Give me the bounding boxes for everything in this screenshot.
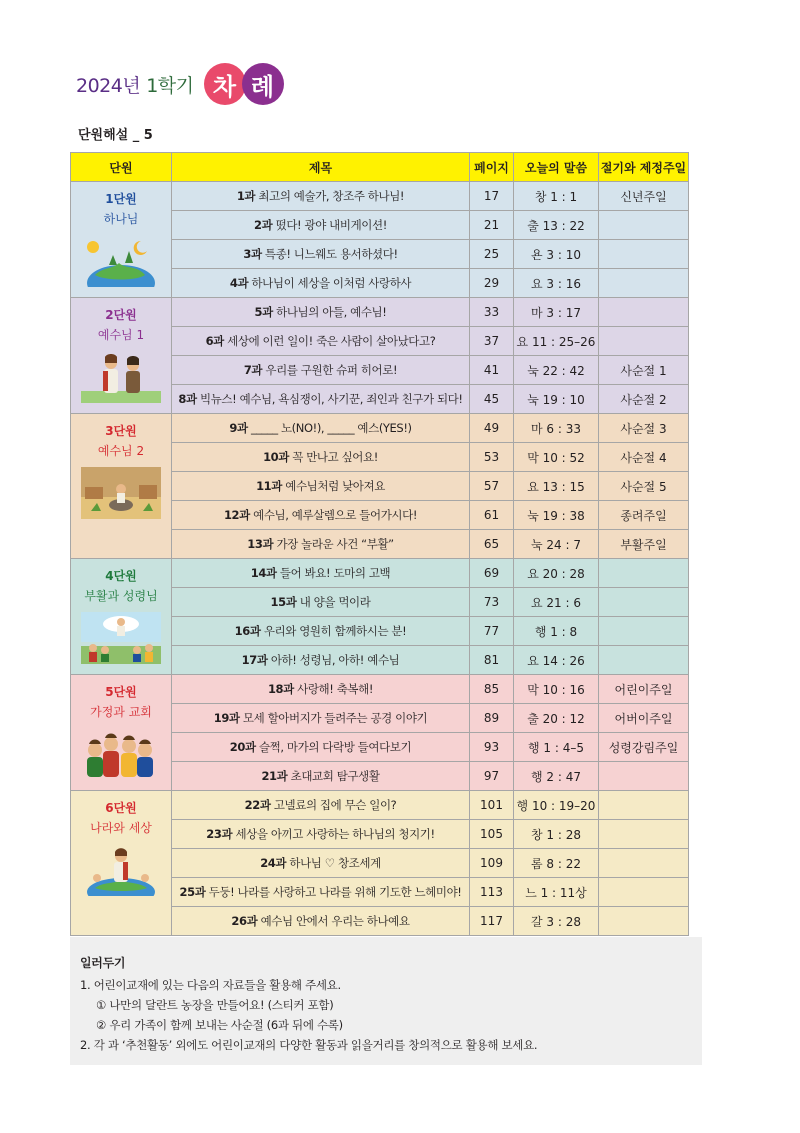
lesson-title: 예수님 안에서 우리는 하나예요 bbox=[260, 914, 410, 928]
lesson-season: 어버이주일 bbox=[599, 704, 689, 733]
lesson-title-cell bbox=[172, 704, 470, 733]
lesson-title: 빅뉴스! 예수님, 욕심쟁이, 사기꾼, 죄인과 친구가 되다! bbox=[199, 392, 463, 406]
lesson-title-cell bbox=[172, 791, 470, 820]
lesson-page: 69 bbox=[470, 559, 514, 588]
lesson-verse: 요 11 : 25–26 bbox=[514, 327, 599, 356]
lesson-title: 세상을 아끼고 사랑하는 하나님의 청지기! bbox=[235, 827, 435, 841]
lesson-title: 최고의 예술가, 창조주 하나님! bbox=[258, 189, 405, 203]
lesson-season bbox=[599, 820, 689, 849]
lesson-page: 65 bbox=[470, 530, 514, 559]
lesson-verse: 출 20 : 12 bbox=[514, 704, 599, 733]
lesson-title: 우리를 구원한 슈퍼 히어로! bbox=[265, 363, 398, 377]
lesson-title-cell bbox=[172, 240, 470, 269]
notes-title: 일러두기 bbox=[80, 956, 126, 970]
lesson-number: 7과 bbox=[243, 363, 263, 377]
lesson-verse: 막 10 : 52 bbox=[514, 443, 599, 472]
table-row bbox=[71, 559, 689, 588]
unit-name: 가정과 교회 bbox=[90, 705, 152, 719]
lesson-page: 113 bbox=[470, 878, 514, 907]
lesson-page: 37 bbox=[470, 327, 514, 356]
unit-cell bbox=[71, 559, 172, 675]
lesson-title-cell bbox=[172, 849, 470, 878]
header-season: 절기와 제정주일 bbox=[599, 153, 689, 182]
lesson-season bbox=[599, 588, 689, 617]
lesson-season: 사순절 4 bbox=[599, 443, 689, 472]
lesson-number: 26과 bbox=[231, 914, 258, 928]
lesson-season: 어린이주일 bbox=[599, 675, 689, 704]
lesson-title-cell bbox=[172, 820, 470, 849]
lesson-page: 117 bbox=[470, 907, 514, 936]
unit-number: 6단원 bbox=[105, 801, 137, 815]
lesson-number: 6과 bbox=[205, 334, 224, 348]
notes-line-4: 2. 각 과 ‘추천활동’ 외에도 어린이교재의 다양한 활동과 읽을거리를 창의적으로 활용해 보세요. bbox=[80, 1038, 538, 1052]
lesson-season: 성령강림주일 bbox=[599, 733, 689, 762]
lesson-title-cell bbox=[172, 878, 470, 907]
lesson-verse: 요 21 : 6 bbox=[514, 588, 599, 617]
header-unit: 단원 bbox=[71, 153, 172, 182]
unit-cell bbox=[71, 675, 172, 791]
lesson-title: 슬쩍, 마가의 다락방 들여다보기 bbox=[258, 740, 412, 754]
toc-badge-2: 례 bbox=[242, 63, 284, 105]
unit-name: 부활과 성령님 bbox=[84, 589, 158, 603]
lesson-title: 초대교회 탐구생활 bbox=[290, 769, 380, 783]
lesson-season bbox=[599, 791, 689, 820]
lesson-title-cell bbox=[172, 472, 470, 501]
lesson-title-cell bbox=[172, 182, 470, 211]
unit-name: 예수님 1 bbox=[97, 328, 145, 342]
notes-box bbox=[70, 937, 702, 1065]
header-title: 제목 bbox=[172, 153, 470, 182]
lesson-page: 57 bbox=[470, 472, 514, 501]
year-semester bbox=[76, 71, 194, 98]
unit-name: 나라와 세상 bbox=[90, 821, 152, 835]
lesson-page: 105 bbox=[470, 820, 514, 849]
lesson-verse: 욘 3 : 10 bbox=[514, 240, 599, 269]
lesson-title: 꼭 만나고 싶어요! bbox=[292, 450, 378, 464]
lesson-number: 16과 bbox=[234, 624, 261, 638]
header-verse: 오늘의 말씀 bbox=[514, 153, 599, 182]
lesson-page: 77 bbox=[470, 617, 514, 646]
lesson-title-cell bbox=[172, 617, 470, 646]
lesson-verse: 눅 19 : 38 bbox=[514, 501, 599, 530]
lesson-title: 사랑해! 축복해! bbox=[297, 682, 374, 696]
lesson-page: 29 bbox=[470, 269, 514, 298]
lesson-number: 8과 bbox=[178, 392, 197, 406]
table-row bbox=[71, 298, 689, 327]
lesson-page: 73 bbox=[470, 588, 514, 617]
lesson-title-cell bbox=[172, 559, 470, 588]
notes-line-2: ① 나만의 달란트 농장을 만들어요! (스티커 포함) bbox=[96, 998, 334, 1012]
lesson-title-cell bbox=[172, 501, 470, 530]
jerusalem-entry-illustration bbox=[81, 467, 161, 519]
lesson-verse: 마 3 : 17 bbox=[514, 298, 599, 327]
lesson-verse: 눅 24 : 7 bbox=[514, 530, 599, 559]
lesson-title-cell bbox=[172, 269, 470, 298]
unit-cell bbox=[71, 298, 172, 414]
lesson-season bbox=[599, 646, 689, 675]
lesson-title-cell bbox=[172, 530, 470, 559]
lesson-season bbox=[599, 240, 689, 269]
table-row bbox=[71, 791, 689, 820]
unit-name: 예수님 2 bbox=[97, 444, 145, 458]
lesson-season bbox=[599, 762, 689, 791]
lesson-page: 109 bbox=[470, 849, 514, 878]
toc-badge-1: 차 bbox=[204, 63, 246, 105]
lesson-title-cell bbox=[172, 675, 470, 704]
lesson-title: 들어 봐요! 도마의 고백 bbox=[279, 566, 391, 580]
table-row bbox=[71, 182, 689, 211]
lesson-number: 24과 bbox=[260, 856, 287, 870]
unit-number: 2단원 bbox=[105, 308, 137, 322]
unit-cell bbox=[71, 414, 172, 559]
unit-number: 4단원 bbox=[105, 569, 137, 583]
lesson-number: 13과 bbox=[247, 537, 274, 551]
lesson-title-cell bbox=[172, 414, 470, 443]
unit-number: 1단원 bbox=[105, 192, 137, 206]
lesson-page: 61 bbox=[470, 501, 514, 530]
lesson-number: 12과 bbox=[223, 508, 250, 522]
earth-creation-illustration bbox=[81, 235, 161, 287]
lesson-title-cell bbox=[172, 646, 470, 675]
unit-number: 3단원 bbox=[105, 424, 137, 438]
lesson-page: 45 bbox=[470, 385, 514, 414]
lesson-number: 1과 bbox=[236, 189, 256, 203]
lesson-verse: 출 13 : 22 bbox=[514, 211, 599, 240]
table-body bbox=[71, 182, 689, 936]
semester-text: 1학기 bbox=[146, 74, 194, 97]
lesson-number: 4과 bbox=[229, 276, 249, 290]
lesson-title: 모세 할아버지가 들려주는 공경 이야기 bbox=[242, 711, 428, 725]
year-text: 2024년 bbox=[76, 74, 141, 97]
lesson-title-cell bbox=[172, 588, 470, 617]
table-header-row bbox=[71, 153, 689, 182]
jesus-world-illustration bbox=[81, 844, 161, 896]
lesson-verse: 느 1 : 11상 bbox=[514, 878, 599, 907]
header-page: 페이지 bbox=[470, 153, 514, 182]
lesson-page: 25 bbox=[470, 240, 514, 269]
lesson-season bbox=[599, 327, 689, 356]
lesson-title: _____ 노(NO!), _____ 예스(YES!) bbox=[250, 421, 412, 435]
lesson-number: 9과 bbox=[229, 421, 248, 435]
jesus-disciples-illustration bbox=[81, 351, 161, 403]
lesson-season: 부활주일 bbox=[599, 530, 689, 559]
unit-cell bbox=[71, 182, 172, 298]
notes-line-3: ② 우리 가족이 함께 보내는 사순절 (6과 뒤에 수록) bbox=[96, 1018, 343, 1032]
lesson-page: 81 bbox=[470, 646, 514, 675]
lesson-title: 내 양을 먹이라 bbox=[299, 595, 371, 609]
lesson-season bbox=[599, 298, 689, 327]
lesson-title: 하나님의 아들, 예수님! bbox=[276, 305, 387, 319]
lesson-verse: 행 2 : 47 bbox=[514, 762, 599, 791]
lesson-page: 49 bbox=[470, 414, 514, 443]
lesson-page: 85 bbox=[470, 675, 514, 704]
lesson-number: 22과 bbox=[244, 798, 271, 812]
lesson-verse: 행 1 : 4–5 bbox=[514, 733, 599, 762]
lesson-title: 아하! 성령님, 아하! 예수님 bbox=[270, 653, 400, 667]
lesson-verse: 창 1 : 28 bbox=[514, 820, 599, 849]
lesson-title-cell bbox=[172, 327, 470, 356]
lesson-title: 하나님이 세상을 이처럼 사랑하사 bbox=[251, 276, 412, 290]
lesson-verse: 요 14 : 26 bbox=[514, 646, 599, 675]
lesson-title: 세상에 이런 일이! 죽은 사람이 살아났다고? bbox=[227, 334, 436, 348]
lesson-title: 예수님, 예루살렘으로 들어가시다! bbox=[253, 508, 418, 522]
lesson-verse: 요 13 : 15 bbox=[514, 472, 599, 501]
lesson-verse: 롬 8 : 22 bbox=[514, 849, 599, 878]
lesson-number: 15과 bbox=[270, 595, 297, 609]
lesson-verse: 눅 19 : 10 bbox=[514, 385, 599, 414]
unit-name: 하나님 bbox=[103, 212, 139, 226]
lesson-season: 사순절 2 bbox=[599, 385, 689, 414]
lesson-verse: 요 3 : 16 bbox=[514, 269, 599, 298]
lesson-title-cell bbox=[172, 443, 470, 472]
lesson-number: 21과 bbox=[261, 769, 288, 783]
lesson-title: 우리와 영원히 함께하시는 분! bbox=[263, 624, 407, 638]
lesson-number: 25과 bbox=[179, 885, 206, 899]
lesson-title: 예수님처럼 낮아져요 bbox=[285, 479, 385, 493]
lesson-title: 떴다! 광야 내비게이션! bbox=[275, 218, 387, 232]
lesson-number: 11과 bbox=[256, 479, 282, 493]
lesson-page: 53 bbox=[470, 443, 514, 472]
lesson-season bbox=[599, 849, 689, 878]
lesson-number: 14과 bbox=[250, 566, 277, 580]
lesson-number: 2과 bbox=[254, 218, 273, 232]
lesson-number: 20과 bbox=[229, 740, 256, 754]
lesson-number: 3과 bbox=[243, 247, 262, 261]
lesson-title: 하나님 ♡ 창조세계 bbox=[289, 856, 381, 870]
lesson-title: 특종! 니느웨도 용서하셨다! bbox=[264, 247, 398, 261]
lesson-verse: 요 20 : 28 bbox=[514, 559, 599, 588]
lesson-title-cell bbox=[172, 762, 470, 791]
lesson-season: 사순절 1 bbox=[599, 356, 689, 385]
lesson-title: 두둥! 나라를 사랑하고 나라를 위해 기도한 느헤미야! bbox=[208, 885, 462, 899]
table-row bbox=[71, 414, 689, 443]
table-row bbox=[71, 675, 689, 704]
lesson-title: 가장 놀라운 사건 “부활” bbox=[276, 537, 394, 551]
family-church-illustration bbox=[81, 728, 161, 780]
lesson-verse: 눅 22 : 42 bbox=[514, 356, 599, 385]
lesson-season bbox=[599, 269, 689, 298]
lesson-number: 18과 bbox=[267, 682, 294, 696]
lesson-page: 97 bbox=[470, 762, 514, 791]
lesson-season bbox=[599, 907, 689, 936]
lesson-verse: 창 1 : 1 bbox=[514, 182, 599, 211]
lesson-page: 21 bbox=[470, 211, 514, 240]
unit-commentary-label: 단원해설 _ 5 bbox=[78, 128, 153, 143]
resurrection-illustration bbox=[81, 612, 161, 664]
lesson-verse: 갈 3 : 28 bbox=[514, 907, 599, 936]
lesson-page: 101 bbox=[470, 791, 514, 820]
lesson-number: 19과 bbox=[213, 711, 240, 725]
lesson-title: 고넬료의 집에 무슨 일이? bbox=[273, 798, 397, 812]
lesson-page: 17 bbox=[470, 182, 514, 211]
table-of-contents bbox=[70, 152, 689, 936]
lesson-verse: 마 6 : 33 bbox=[514, 414, 599, 443]
lesson-verse: 행 10 : 19–20 bbox=[514, 791, 599, 820]
lesson-title-cell bbox=[172, 211, 470, 240]
lesson-season bbox=[599, 617, 689, 646]
lesson-page: 93 bbox=[470, 733, 514, 762]
lesson-season: 종려주일 bbox=[599, 501, 689, 530]
lesson-title-cell bbox=[172, 356, 470, 385]
lesson-verse: 막 10 : 16 bbox=[514, 675, 599, 704]
lesson-title-cell bbox=[172, 907, 470, 936]
lesson-title-cell bbox=[172, 733, 470, 762]
page-header bbox=[76, 62, 284, 106]
lesson-number: 10과 bbox=[263, 450, 289, 464]
lesson-season: 사순절 5 bbox=[599, 472, 689, 501]
unit-number: 5단원 bbox=[105, 685, 137, 699]
lesson-season: 사순절 3 bbox=[599, 414, 689, 443]
lesson-title-cell bbox=[172, 298, 470, 327]
lesson-number: 17과 bbox=[241, 653, 268, 667]
lesson-title-cell bbox=[172, 385, 470, 414]
lesson-season bbox=[599, 211, 689, 240]
notes-line-1: 1. 어린이교재에 있는 다음의 자료들을 활용해 주세요. bbox=[80, 978, 341, 992]
lesson-verse: 행 1 : 8 bbox=[514, 617, 599, 646]
toc-title bbox=[204, 63, 284, 105]
lesson-page: 41 bbox=[470, 356, 514, 385]
lesson-number: 23과 bbox=[206, 827, 233, 841]
lesson-season bbox=[599, 878, 689, 907]
lesson-season bbox=[599, 559, 689, 588]
lesson-number: 5과 bbox=[254, 305, 273, 319]
lesson-page: 33 bbox=[470, 298, 514, 327]
lesson-season: 신년주일 bbox=[599, 182, 689, 211]
unit-cell bbox=[71, 791, 172, 936]
lesson-page: 89 bbox=[470, 704, 514, 733]
